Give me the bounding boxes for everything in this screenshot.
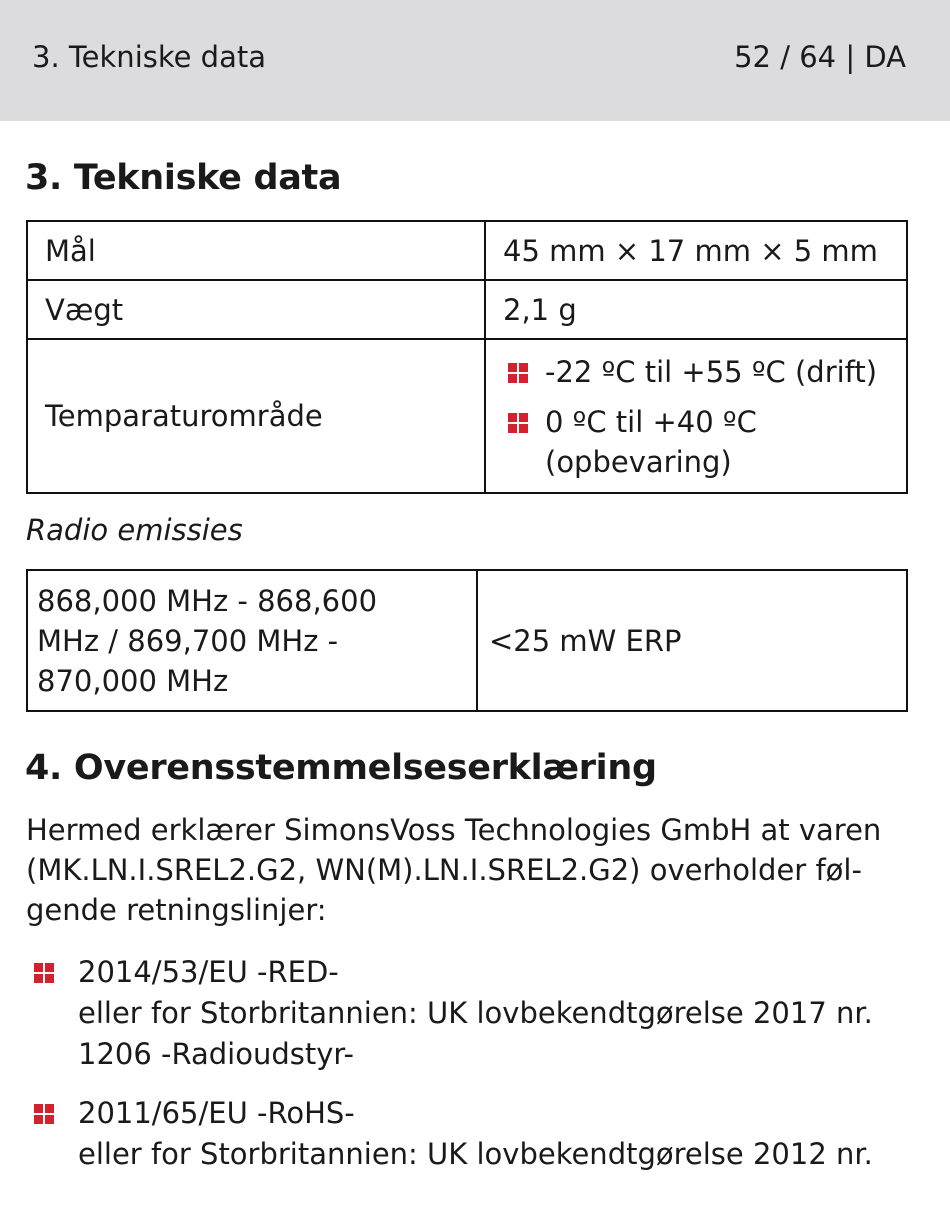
table-row: [27, 221, 907, 280]
row-label-weight: Vægt: [27, 280, 485, 339]
table-row: [27, 570, 907, 711]
frequency-line: 868,000 MHz - 868,600: [37, 583, 378, 618]
red-square-bullet-icon: [508, 413, 528, 433]
technical-data-heading: 3. Tekniske data: [25, 158, 342, 198]
row-label-dimensions: Mål: [27, 221, 485, 280]
page-header: [0, 0, 950, 121]
radio-emissions-table: [26, 569, 908, 712]
table-row: [27, 280, 907, 339]
temperature-operating: -22 ºC til +55 ºC (drift): [545, 355, 878, 389]
directive-line: 2014/53/EU -RED-: [78, 955, 339, 989]
list-item: [26, 952, 926, 1075]
frequency-line: MHz / 869,700 MHz -: [37, 623, 339, 658]
intro-line: gende retningslinjer:: [26, 893, 327, 927]
frequency-line: 870,000 MHz: [37, 663, 229, 698]
row-value-temperature: [485, 339, 907, 493]
intro-line: Hermed erklærer SimonsVoss Technologies GmbH at varen: [26, 813, 882, 847]
directive-line: 1206 -Radioudstyr-: [78, 1037, 354, 1071]
directive-list: [26, 952, 926, 1175]
list-item: [26, 1093, 926, 1175]
red-square-bullet-icon: [508, 363, 528, 383]
directive-line: eller for Storbritannien: UK lovbekendtgørelse 2012 nr.: [78, 1137, 873, 1171]
red-square-bullet-icon: [34, 1104, 54, 1124]
directive-line: 2011/65/EU -RoHS-: [78, 1096, 355, 1130]
declaration-intro: [26, 810, 916, 930]
list-item: [493, 352, 906, 392]
row-value-weight: 2,1 g: [485, 280, 907, 339]
list-item: [493, 402, 906, 482]
frequency-cell: [27, 570, 477, 711]
temperature-list: [503, 340, 906, 492]
header-page-info: 52 / 64 | DA: [734, 40, 906, 74]
power-cell: <25 mW ERP: [477, 570, 907, 711]
header-section-title: 3. Tekniske data: [32, 40, 266, 74]
row-value-dimensions: 45 mm × 17 mm × 5 mm: [485, 221, 907, 280]
declaration-heading: 4. Overensstemmelseserklæring: [25, 748, 657, 788]
directive-line: eller for Storbritannien: UK lovbekendtgørelse 2017 nr.: [78, 996, 873, 1030]
row-label-temperature: Temparaturområde: [27, 339, 485, 493]
red-square-bullet-icon: [34, 963, 54, 983]
temperature-storage: 0 ºC til +40 ºC (opbevaring): [545, 405, 757, 479]
intro-line: (MK.LN.I.SREL2.G2, WN(M).LN.I.SREL2.G2) overholder føl-: [26, 853, 862, 887]
table-row: [27, 339, 907, 493]
radio-emissions-label: Radio emissies: [26, 513, 243, 547]
technical-data-table: [26, 220, 908, 494]
